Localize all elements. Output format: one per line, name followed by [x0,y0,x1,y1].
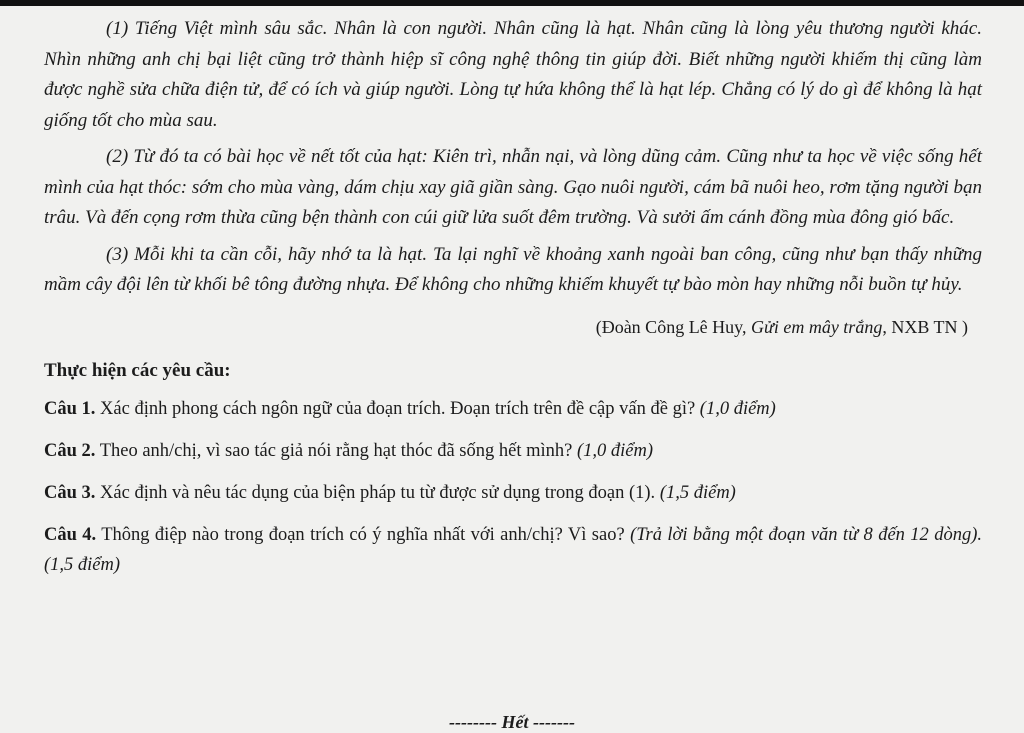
question-points: (Trả lời bằng một đoạn văn từ 8 đến 12 dòng). (1,5 điểm) [44,524,982,575]
question-1 [44,394,982,424]
passage-source [44,317,982,338]
question-text: Thông điệp nào trong đoạn trích có ý nghĩa nhất với anh/chị? Vì sao? [96,524,631,545]
question-text: Theo anh/chị, vì sao tác giả nói rằng hạt thóc đã sống hết mình? [95,440,577,461]
question-4 [44,520,982,580]
question-points: (1,0 điểm) [576,440,654,461]
end-of-section-mark: -------- Hết ------- [449,712,575,732]
question-label: Câu 1. [44,398,96,419]
question-text: Xác định và nêu tác dụng của biện pháp tu từ được sử dụng trong đoạn (1). [95,482,660,503]
question-3 [44,478,982,508]
source-suffix: , NXB TN ) [882,316,968,337]
question-label: Câu 3. [44,482,96,503]
task-heading: Thực hiện các yêu cầu: [44,359,231,381]
passage-paragraph-1: (1) Tiếng Việt mình sâu sắc. Nhân là con người. Nhân cũng là hạt. Nhân cũng là lòng yêu thương người khác. Nhìn những anh chị bại liệt cũng trở thành hiệp sĩ công nghệ thông tin giúp đời. Biết những người khiếm thị cũng làm được nghề sửa chữa điện tử, để có ích và giúp người. Lòng tự hứa không thể là hạt lép. Chẳng có lý do gì để không là hạt giống tốt cho mùa sau. [44,18,982,131]
question-label: Câu 2. [44,440,96,461]
question-text: Xác định phong cách ngôn ngữ của đoạn trích. Đoạn trích trên đề cập vấn đề gì? [95,398,700,419]
reading-passage [44,14,982,338]
exam-page [44,14,982,580]
passage-paragraph-3: (3) Mỗi khi ta cần cỗi, hãy nhớ ta là hạt. Ta lại nghĩ về khoảng xanh ngoài ban công, cũng như bạn thấy những mầm cây đội lên từ khối bê tông đường nhựa. Để không cho những khiếm khuyết tự bào mòn hay những nỗi buồn tự hủy. [44,243,982,295]
question-2 [44,436,982,466]
question-points: (1,0 điểm) [699,398,776,419]
source-book-title: Gửi em mây trắng [751,316,883,337]
question-label: Câu 4. [44,524,97,545]
question-points: (1,5 điểm) [659,482,736,503]
top-edge-bar [0,0,1024,6]
task-section [44,360,982,580]
source-prefix: (Đoàn Công Lê Huy, [595,316,752,337]
passage-paragraph-2: (2) Từ đó ta có bài học về nết tốt của hạt: Kiên trì, nhẫn nại, và lòng dũng cảm. Cũng như ta học về việc sống hết mình của hạt thóc: sớm cho mùa vàng, dám chịu xay giã giần sàng. Gạo nuôi người, cám bã nuôi heo, rơm tặng người bạn trâu. Và đến cọng rơm thừa cũng bện thành con cúi giữ lửa suốt đêm trường. Và sưởi ấm cánh đồng mùa đông gió bấc. [44,146,982,228]
